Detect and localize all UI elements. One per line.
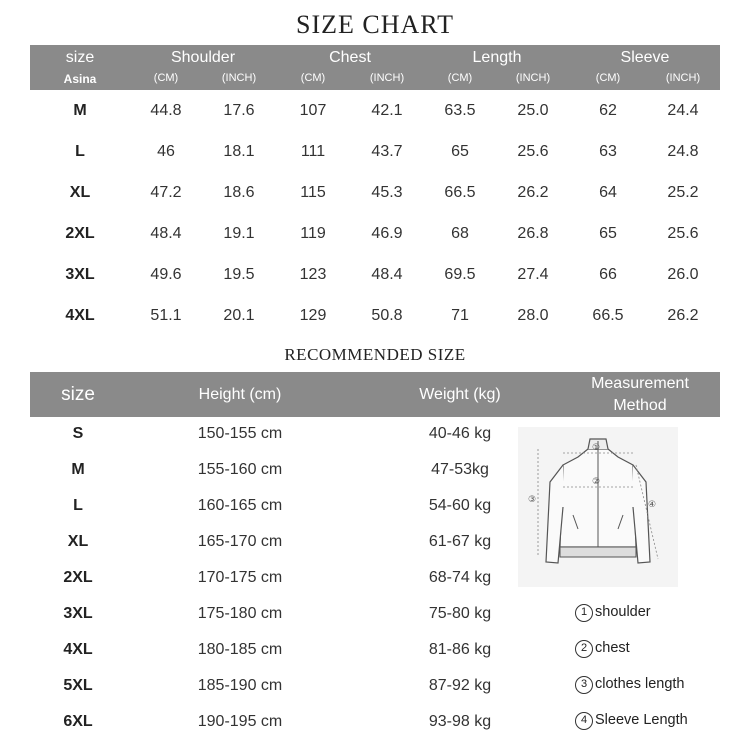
- method-header-line1: Measurement: [591, 375, 689, 392]
- shoulder-cm-unit: (CM): [153, 72, 179, 84]
- legend-label: clothes length: [595, 676, 685, 692]
- length-inch-unit: (INCH): [515, 72, 551, 84]
- sleeve-cm-cell: 65: [599, 225, 617, 242]
- size-cell: XL: [69, 184, 91, 201]
- chest-column-header: Chest: [329, 49, 371, 66]
- legend-item-clothes-length: [575, 672, 684, 696]
- height-cell: 175-180 cm: [197, 605, 283, 622]
- table-row: [30, 452, 570, 488]
- legend-number: 4: [575, 712, 593, 730]
- table-row: [30, 632, 570, 668]
- shoulder-cm-cell: 49.6: [150, 266, 182, 283]
- height-cell: 155-160 cm: [197, 461, 283, 478]
- shoulder-inch-cell: 20.1: [223, 307, 255, 324]
- shoulder-column-header: Shoulder: [170, 49, 236, 66]
- weight-cell: 93-98 kg: [428, 713, 492, 730]
- shoulder-inch-cell: 18.1: [223, 143, 255, 160]
- sleeve-inch-cell: 24.4: [667, 102, 699, 119]
- length-cm-cell: 66.5: [444, 184, 476, 201]
- size-cell: 6XL: [63, 713, 93, 730]
- weight-cell: 54-60 kg: [428, 497, 492, 514]
- weight-cell: 75-80 kg: [428, 605, 492, 622]
- chest-cm-cell: 107: [299, 102, 327, 119]
- length-inch-cell: 26.8: [517, 225, 549, 242]
- size-cell: L: [73, 497, 83, 514]
- length-cm-unit: (CM): [447, 72, 473, 84]
- length-column-header: Length: [472, 49, 522, 66]
- table-row: [30, 131, 720, 172]
- table-row: [30, 668, 570, 704]
- shoulder-cm-cell: 51.1: [150, 307, 182, 324]
- jacket-measurement-diagram: [518, 427, 678, 587]
- length-cm-cell: 68: [451, 225, 469, 242]
- sleeve-inch-cell: 26.0: [667, 266, 699, 283]
- length-inch-cell: 26.2: [517, 184, 549, 201]
- table-row: [30, 596, 570, 632]
- table-row: [30, 524, 570, 560]
- height-cell: 190-195 cm: [197, 713, 283, 730]
- chest-cm-cell: 111: [300, 143, 326, 160]
- legend-item-shoulder: [575, 600, 651, 624]
- chest-inch-cell: 46.9: [371, 225, 403, 242]
- shoulder-cm-cell: 46: [157, 143, 175, 160]
- table-row: [30, 488, 570, 524]
- size-cell: M: [73, 102, 87, 119]
- size-column-header: size: [65, 49, 95, 66]
- chest-cm-cell: 129: [299, 307, 327, 324]
- chest-inch-cell: 43.7: [371, 143, 403, 160]
- shoulder-inch-unit: (INCH): [221, 72, 257, 84]
- marker-3: ③: [528, 495, 537, 505]
- size-cell: L: [75, 143, 85, 160]
- chest-inch-cell: 48.4: [371, 266, 403, 283]
- shoulder-inch-cell: 19.5: [223, 266, 255, 283]
- length-cm-cell: 65: [451, 143, 469, 160]
- size-cell: 4XL: [63, 641, 93, 658]
- size-cell: 2XL: [65, 225, 95, 242]
- length-inch-cell: 25.0: [517, 102, 549, 119]
- height-cell: 165-170 cm: [197, 533, 283, 550]
- legend-label: shoulder: [595, 604, 651, 620]
- weight-cell: 81-86 kg: [428, 641, 492, 658]
- table-row: [30, 254, 720, 295]
- legend-item-chest: [575, 636, 630, 660]
- height-cell: 170-175 cm: [197, 569, 283, 586]
- weight-column-header: Weight (kg): [419, 386, 501, 403]
- size-cell: S: [72, 425, 84, 442]
- length-inch-cell: 25.6: [517, 143, 549, 160]
- height-column-header: Height (cm): [198, 386, 282, 403]
- shoulder-cm-cell: 47.2: [150, 184, 182, 201]
- legend-label: Sleeve Length: [595, 712, 688, 728]
- height-cell: 150-155 cm: [197, 425, 283, 442]
- height-cell: 160-165 cm: [197, 497, 283, 514]
- size-cell: M: [71, 461, 85, 478]
- sleeve-cm-cell: 62: [599, 102, 617, 119]
- shoulder-inch-cell: 17.6: [223, 102, 255, 119]
- shoulder-inch-cell: 18.6: [223, 184, 255, 201]
- chest-inch-cell: 45.3: [371, 184, 403, 201]
- chest-inch-cell: 50.8: [371, 307, 403, 324]
- weight-cell: 40-46 kg: [428, 425, 492, 442]
- recommended-size-title: RECOMMENDED SIZE: [284, 345, 466, 364]
- table-row: [30, 213, 720, 254]
- marker-2: ②: [592, 477, 601, 487]
- size-cell: 5XL: [63, 677, 93, 694]
- legend-label: chest: [595, 640, 630, 656]
- sleeve-inch-cell: 26.2: [667, 307, 699, 324]
- length-cm-cell: 71: [451, 307, 469, 324]
- weight-cell: 47-53kg: [431, 461, 489, 478]
- legend-number: 3: [575, 676, 593, 694]
- weight-cell: 61-67 kg: [428, 533, 492, 550]
- size-chart-header: [30, 45, 720, 90]
- size-cell: 2XL: [63, 569, 93, 586]
- recommended-header: [30, 372, 720, 417]
- size-chart-title: SIZE CHART: [296, 10, 454, 39]
- sleeve-inch-cell: 24.8: [667, 143, 699, 160]
- size-cell: XL: [67, 533, 89, 550]
- sleeve-cm-unit: (CM): [595, 72, 621, 84]
- chest-inch-unit: (INCH): [369, 72, 405, 84]
- size-cell: 4XL: [65, 307, 95, 324]
- sleeve-cm-cell: 64: [599, 184, 617, 201]
- shoulder-inch-cell: 19.1: [223, 225, 255, 242]
- brand-label: Asina: [63, 72, 97, 86]
- sleeve-inch-unit: (INCH): [665, 72, 701, 84]
- shoulder-cm-cell: 44.8: [150, 102, 182, 119]
- chest-cm-cell: 119: [300, 225, 326, 242]
- sleeve-inch-cell: 25.6: [667, 225, 699, 242]
- length-cm-cell: 69.5: [444, 266, 476, 283]
- weight-cell: 68-74 kg: [428, 569, 492, 586]
- size-cell: 3XL: [63, 605, 93, 622]
- weight-cell: 87-92 kg: [428, 677, 492, 694]
- hem-ribbing: [560, 547, 636, 557]
- legend-number: 2: [575, 640, 593, 658]
- length-cm-cell: 63.5: [444, 102, 476, 119]
- length-inch-cell: 28.0: [517, 307, 549, 324]
- sleeve-cm-cell: 66: [599, 266, 617, 283]
- height-cell: 185-190 cm: [197, 677, 283, 694]
- sleeve-cm-cell: 66.5: [592, 307, 624, 324]
- chest-cm-cell: 115: [300, 184, 326, 201]
- marker-4: ④: [648, 500, 657, 510]
- table-row: [30, 295, 720, 336]
- table-row: [30, 560, 570, 596]
- legend-number: 1: [575, 604, 593, 622]
- sleeve-column-header: Sleeve: [620, 49, 670, 66]
- table-row: [30, 416, 570, 452]
- sleeve-cm-cell: 63: [599, 143, 617, 160]
- method-header-line2: Method: [613, 397, 667, 414]
- marker-1: ①: [592, 443, 601, 453]
- chest-cm-unit: (CM): [300, 72, 326, 84]
- sleeve-inch-cell: 25.2: [667, 184, 699, 201]
- size-column-header: size: [61, 384, 95, 405]
- chest-inch-cell: 42.1: [371, 102, 403, 119]
- shoulder-cm-cell: 48.4: [150, 225, 182, 242]
- legend-item-sleeve-length: [575, 708, 688, 732]
- table-row: [30, 90, 720, 131]
- chest-cm-cell: 123: [299, 266, 327, 283]
- size-cell: 3XL: [65, 266, 95, 283]
- table-row: [30, 172, 720, 213]
- height-cell: 180-185 cm: [197, 641, 283, 658]
- length-inch-cell: 27.4: [517, 266, 549, 283]
- table-row: [30, 704, 570, 740]
